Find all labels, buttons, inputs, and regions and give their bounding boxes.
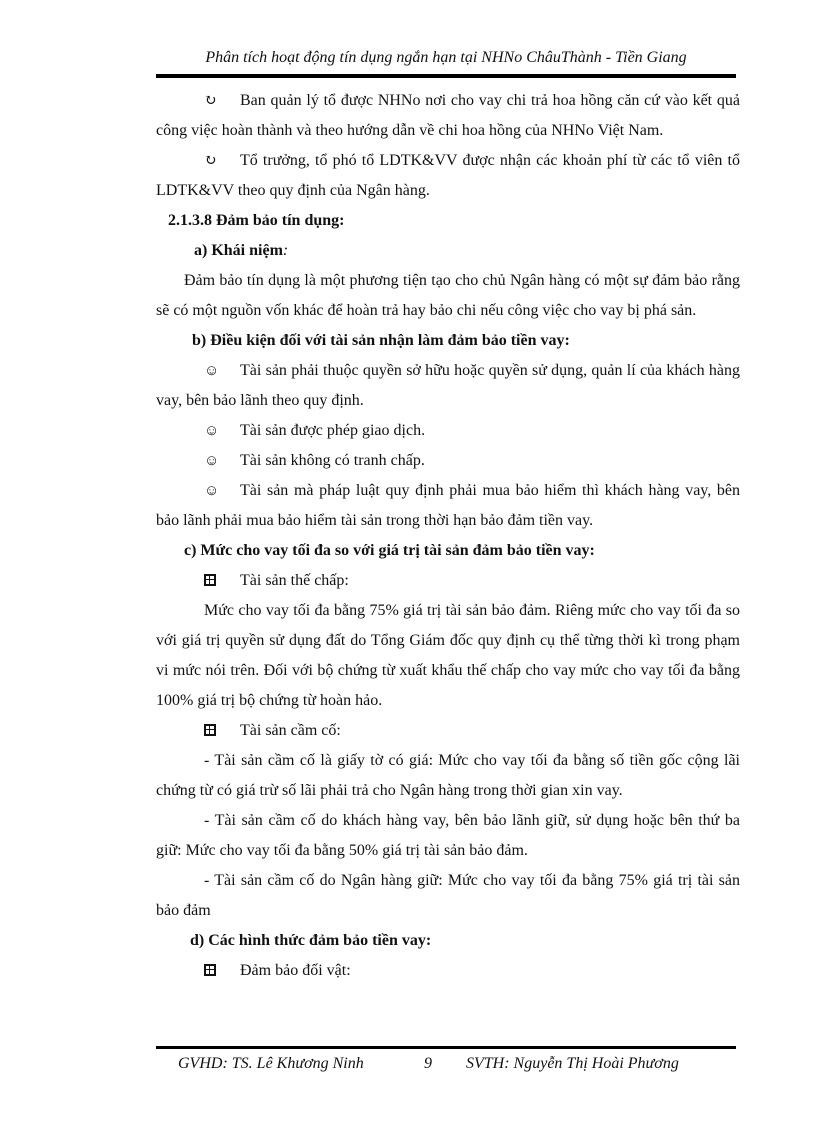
- list-item: Đảm bảo đối vật:: [156, 956, 740, 986]
- paragraph-fees: [156, 146, 740, 206]
- list-item: Tài sản cầm cố:: [156, 716, 740, 746]
- subheading-a: a) Khái niệm:: [194, 242, 289, 259]
- section-heading: 2.1.3.8 Đảm bảo tín dụng:: [168, 212, 345, 229]
- header-title: Phân tích hoạt động tín dụng ngắn hạn tại NHNo ChâuThành - Tiền Giang: [205, 49, 687, 66]
- footer-rule: [156, 1046, 736, 1049]
- page-number: 9: [424, 1055, 432, 1072]
- subheading-c: c) Mức cho vay tối đa so với giá trị tài sản đảm bảo tiền vay:: [184, 542, 595, 559]
- list-item: ☺ Tài sản được phép giao dịch.: [156, 416, 740, 446]
- paragraph-text: Ban quản lý tổ được NHNo nơi cho vay chi trả hoa hồng căn cứ vào kết quả công việc hoàn thành và theo hướng dẫn về chi hoa hồng của NHNo Việt Nam.: [156, 92, 740, 139]
- list-item: ☺ Tài sản mà pháp luật quy định phải mua bảo hiểm thì khách hàng vay, bên bảo lãnh phải mua bảo hiểm tài sản trong thời hạn bảo đảm tiền vay.: [156, 476, 740, 536]
- smiley-icon: ☺: [204, 423, 220, 439]
- paragraph-pledge-b: - Tài sản cầm cố do khách hàng vay, bên bảo lãnh giữ, sử dụng hoặc bên thứ ba giữ: Mức cho vay tối đa bằng 50% giá trị tài sản bảo đảm.: [156, 812, 740, 859]
- footer-advisor: GVHD: TS. Lê Khương Ninh: [178, 1055, 364, 1072]
- subheading-d: d) Các hình thức đảm bảo tiền vay:: [190, 932, 432, 949]
- smiley-icon: ☺: [204, 453, 220, 469]
- arrow-bullet-icon: ↻: [204, 93, 217, 109]
- smiley-icon: ☺: [204, 363, 220, 379]
- grid-icon: [204, 724, 216, 736]
- arrow-bullet-icon: ↻: [204, 153, 217, 169]
- grid-icon: [204, 574, 216, 586]
- paragraph-text: Tổ trưởng, tổ phó tổ LDTK&VV được nhận các khoản phí từ các tổ viên tổ LDTK&VV theo quy định của Ngân hàng.: [156, 152, 740, 199]
- paragraph-pledge-c: - Tài sản cầm cố do Ngân hàng giữ: Mức cho vay tối đa bằng 75% giá trị tài sản bảo đảm: [156, 872, 740, 919]
- list-item: ☺ Tài sản phải thuộc quyền sở hữu hoặc quyền sử dụng, quản lí của khách hàng vay, bên bảo lãnh theo quy định.: [156, 356, 740, 416]
- grid-icon: [204, 964, 216, 976]
- paragraph-commission: [156, 86, 740, 146]
- paragraph-definition: Đảm bảo tín dụng là một phương tiện tạo cho chủ Ngân hàng có một sự đảm bảo rằng sẽ có một nguồn vốn khác để hoàn trả hay bảo chi nếu công việc cho vay bị phá sản.: [156, 272, 740, 319]
- smiley-icon: ☺: [204, 483, 220, 499]
- header-rule: [156, 74, 736, 78]
- footer-student: SVTH: Nguyễn Thị Hoài Phương: [466, 1055, 679, 1072]
- list-item: ☺ Tài sản không có tranh chấp.: [156, 446, 740, 476]
- paragraph-mortgage: Mức cho vay tối đa bằng 75% giá trị tài sản bảo đảm. Riêng mức cho vay tối đa so với giá trị quyền sử dụng đất do Tổng Giám đốc quy định cụ thể từng thời kì trong phạm vi mức nói trên. Đối với bộ chứng từ xuất khẩu thế chấp cho vay mức cho vay tối đa bằng 100% giá trị bộ chứng từ hoàn hảo.: [156, 602, 740, 709]
- subheading-b: b) Điều kiện đối với tài sản nhận làm đảm bảo tiền vay:: [192, 332, 570, 349]
- paragraph-pledge-a: - Tài sản cầm cố là giấy tờ có giá: Mức cho vay tối đa bằng số tiền gốc cộng lãi chứng từ có giá trừ số lãi phải trả cho Ngân hàng trong thời gian xin vay.: [156, 752, 740, 799]
- list-item: Tài sản thế chấp:: [156, 566, 740, 596]
- page-content: [156, 86, 740, 986]
